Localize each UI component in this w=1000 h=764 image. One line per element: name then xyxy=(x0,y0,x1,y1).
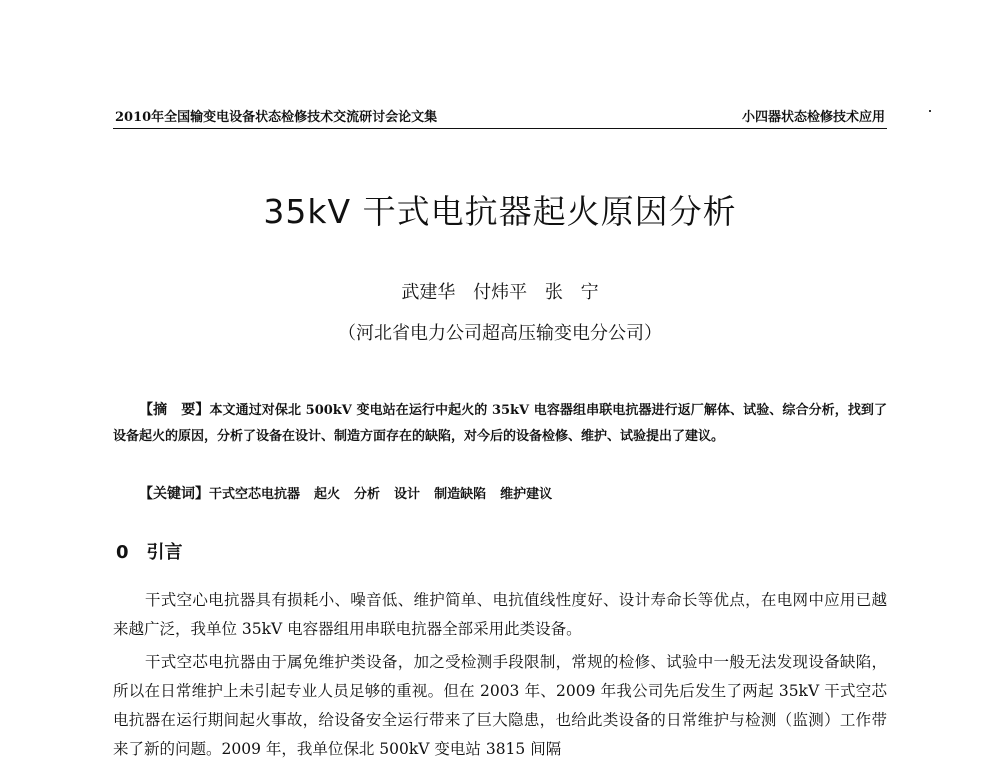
keyword: 干式空芯电抗器 xyxy=(209,487,301,502)
keyword: 制造缺陷 xyxy=(434,487,487,502)
keywords xyxy=(113,481,887,508)
body-paragraph: 干式空芯电抗器由于属免维护类设备，加之受检测手段限制，常规的检修、试验中一般无法发现设备缺陷，所以在日常维护上未引起专业人员足够的重视。但在 2003 年、2009 年我公司先后发生了两起 35kV 干式空芯电抗器在运行期间起火事故，给设备安全运行带来了巨大隐患，也给此类设备的日常维护与检测（监测）工作带来了新的问题。2009 年，我单位保北 500kV 变电站 3815 间隔 xyxy=(113,653,887,758)
running-head-right: 小四器状态检修技术应用 xyxy=(741,110,885,125)
running-head xyxy=(113,102,887,129)
keyword: 维护建议 xyxy=(500,487,553,502)
paper-title: 35kV 干式电抗器起火原因分析 xyxy=(263,192,737,231)
affiliation: （河北省电力公司超高压输变电分公司） xyxy=(338,323,662,344)
abstract xyxy=(113,397,887,450)
body-paragraph: 干式空心电抗器具有损耗小、噪音低、维护简单、电抗值线性度好、设计寿命长等优点，在电网中应用已越来越广泛，我单位 35kV 电容器组用串联电抗器全部采用此类设备。 xyxy=(113,591,887,638)
section-title: 引言 xyxy=(146,542,183,563)
keyword: 起火 xyxy=(314,487,341,502)
running-head-left: 2010年全国输变电设备状态检修技术交流研讨会论文集 xyxy=(115,110,438,125)
keywords-label: 【关键词】 xyxy=(139,486,209,502)
abstract-label: 【摘 要】 xyxy=(139,402,210,418)
section-heading xyxy=(116,538,183,564)
keyword: 设计 xyxy=(394,487,421,502)
section-number: 0 xyxy=(116,542,129,563)
keyword: 分析 xyxy=(354,487,381,502)
authors: 武建华 付炜平 张 宁 xyxy=(401,282,599,303)
margin-dot xyxy=(929,110,931,112)
abstract-text: 本文通过对保北 500kV 变电站在运行中起火的 35kV 电容器组串联电抗器进行返厂解体、试验、综合分析，找到了设备起火的原因，分析了设备在设计、制造方面存在的缺陷，对今后的设备检修、维护、试验提出了建议。 xyxy=(113,403,887,444)
